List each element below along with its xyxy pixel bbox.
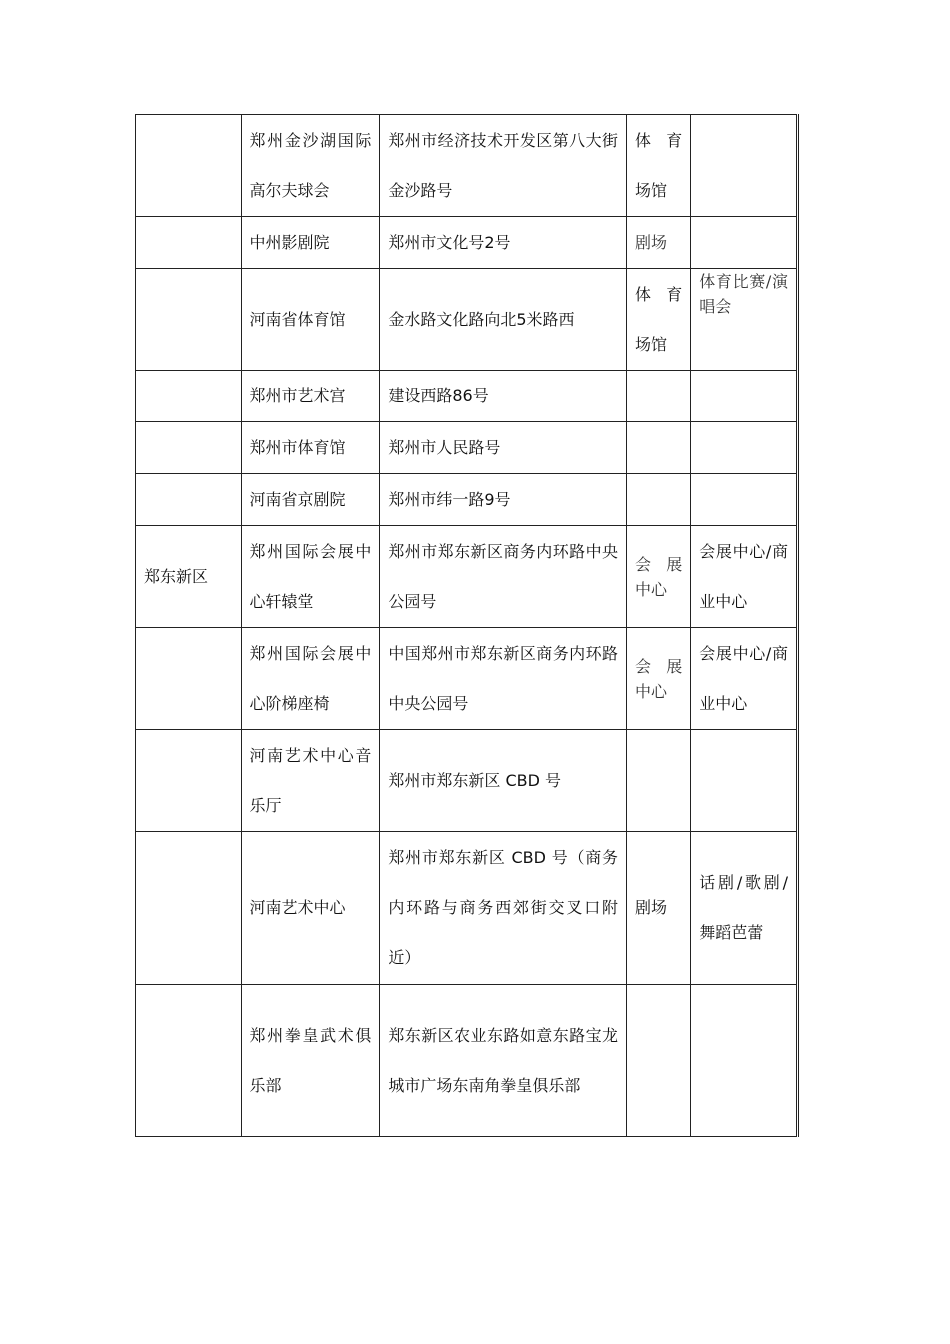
table-row [136,269,798,371]
address-cell: 郑州市经济技术开发区第八大街金沙路号 [380,115,627,217]
district-cell [136,217,242,269]
usage-cell [691,985,798,1137]
table-row [136,526,798,628]
district-cell [136,832,242,985]
venue-name-cell: 郑州市艺术宫 [241,371,380,422]
address-cell: 郑州市郑东新区 CBD 号（商务内环路与商务西郊街交叉口附近） [380,832,627,985]
usage-cell [691,474,798,526]
district-cell [136,422,242,474]
venue-name-cell: 郑州拳皇武术俱乐部 [241,985,380,1137]
table-row [136,217,798,269]
district-cell [136,628,242,730]
table-row [136,422,798,474]
venue-type-cell: 体育场馆 [627,115,691,217]
district-cell [136,730,242,832]
venue-name-cell: 郑州金沙湖国际高尔夫球会 [241,115,380,217]
venue-name-cell: 河南艺术中心音乐厅 [241,730,380,832]
venue-name-cell: 郑州市体育馆 [241,422,380,474]
table-row [136,832,798,985]
venue-name-cell: 郑州国际会展中心阶梯座椅 [241,628,380,730]
venue-table [135,114,799,1137]
address-cell: 郑州市郑东新区商务内环路中央公园号 [380,526,627,628]
district-cell [136,269,242,371]
table-row [136,371,798,422]
venue-name-cell: 中州影剧院 [241,217,380,269]
table-row [136,474,798,526]
venue-type-cell [627,422,691,474]
district-cell: 郑东新区 [136,526,242,628]
venue-name-cell: 河南省京剧院 [241,474,380,526]
venue-type-cell [627,474,691,526]
address-cell: 郑东新区农业东路如意东路宝龙城市广场东南角拳皇俱乐部 [380,985,627,1137]
district-cell [136,985,242,1137]
table-row [136,628,798,730]
usage-cell [691,371,798,422]
address-cell: 郑州市郑东新区 CBD 号 [380,730,627,832]
venue-type-cell [627,730,691,832]
address-cell: 郑州市人民路号 [380,422,627,474]
address-cell: 建设西路86号 [380,371,627,422]
venue-type-cell: 剧场 [627,832,691,985]
venue-type-cell [627,985,691,1137]
venue-type-cell: 会展中心 [627,628,691,730]
table-row [136,115,798,217]
usage-cell: 体育比赛/演唱会 [691,269,798,371]
venue-name-cell: 河南省体育馆 [241,269,380,371]
address-cell: 郑州市纬一路9号 [380,474,627,526]
usage-cell: 会展中心/商业中心 [691,526,798,628]
usage-cell: 话剧/歌剧/舞蹈芭蕾 [691,832,798,985]
venue-type-cell: 体育场馆 [627,269,691,371]
venue-name-cell: 河南艺术中心 [241,832,380,985]
usage-cell [691,422,798,474]
district-cell [136,474,242,526]
usage-cell [691,730,798,832]
table-row [136,730,798,832]
usage-cell [691,115,798,217]
address-cell: 中国郑州市郑东新区商务内环路中央公园号 [380,628,627,730]
venue-name-cell: 郑州国际会展中心轩辕堂 [241,526,380,628]
address-cell: 金水路文化路向北5米路西 [380,269,627,371]
address-cell: 郑州市文化号2号 [380,217,627,269]
district-cell [136,115,242,217]
venue-type-cell: 剧场 [627,217,691,269]
district-cell [136,371,242,422]
usage-cell: 会展中心/商业中心 [691,628,798,730]
venue-type-cell [627,371,691,422]
table-row [136,985,798,1137]
venue-type-cell: 会展中心 [627,526,691,628]
usage-cell [691,217,798,269]
